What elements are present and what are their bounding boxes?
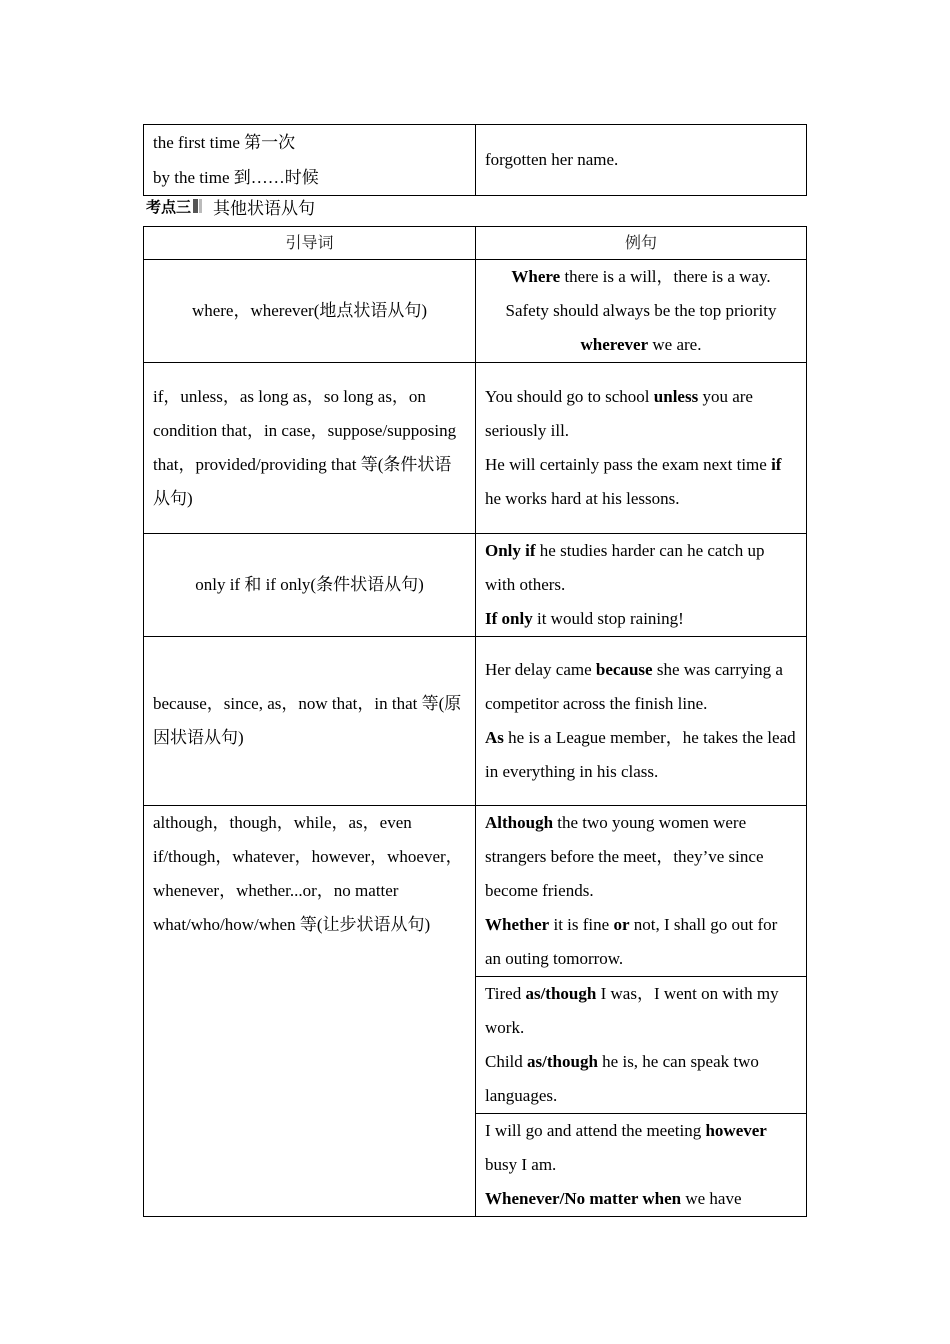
keyword: If only (485, 609, 533, 628)
table-row (144, 534, 807, 637)
example-cell (476, 260, 807, 363)
lead-cell: although，though，while，as，even if/though，whatever，however，whoever，whenever，whether...or，no matter what/who/how/when 等(让步状语从句) (144, 806, 476, 1217)
sentence-text: we are. (648, 335, 702, 354)
example-sentence (485, 602, 797, 636)
table-header-row (144, 227, 807, 260)
keyword: if (771, 455, 782, 474)
example-text: forgotten her name. (485, 150, 619, 169)
sentence-text: he studies harder can he catch up with others. (485, 541, 765, 594)
sentence-text: Safety should always be the top priority (505, 301, 777, 320)
sentence-text: you are seriously ill. (485, 387, 753, 440)
sentence-text: I was，I went on with my work. (485, 984, 779, 1037)
keyword: because (595, 660, 653, 679)
sentence-text: it is fine (549, 915, 614, 934)
keyword: Whether (485, 915, 550, 934)
sentence-text: she was carrying a competitor across the finish line. (485, 660, 783, 713)
sentence-text: we have (681, 1189, 742, 1208)
example-sentence (485, 448, 797, 516)
sentence-text: busy I am. (485, 1155, 557, 1174)
lead-cell: where，wherever(地点状语从句) (144, 260, 476, 363)
lead-line: by the time 到……时候 (153, 168, 319, 187)
keyword: unless (653, 387, 699, 406)
example-cell (476, 1114, 807, 1217)
example-cell (476, 125, 807, 196)
table-row (144, 125, 807, 196)
header-lead-words: 引导词 (144, 227, 476, 260)
example-sentence (485, 1045, 797, 1113)
sentence-text: Child (485, 1052, 528, 1071)
keyword: or (613, 915, 630, 934)
example-cell (476, 806, 807, 977)
header-examples: 例句 (476, 227, 807, 260)
lead-cell: if，unless，as long as，so long as，on condition that，in case，suppose/supposing that，provided/providing that 等(条件状语从句) (144, 363, 476, 534)
table-row (144, 260, 807, 363)
keyword: Although (485, 813, 554, 832)
sentence-text: I will go and attend the meeting (485, 1121, 706, 1140)
example-cell (476, 637, 807, 806)
sentence-text: there is a will，there is a way. (560, 267, 771, 286)
section-title: 其他状语从句 (213, 198, 316, 219)
example-sentence (485, 260, 797, 294)
table-row (144, 637, 807, 806)
adverbial-clause-table (143, 226, 807, 1217)
table-row (144, 806, 807, 977)
example-sentence (485, 977, 797, 1045)
sentence-text: he works hard at his lessons. (485, 489, 680, 508)
sentence-text: he is, he can speak two languages. (485, 1052, 759, 1105)
example-sentence (485, 908, 797, 976)
example-sentence (485, 721, 797, 789)
keyword: Whenever/No matter when (485, 1189, 682, 1208)
sentence-text: it would stop raining! (532, 609, 684, 628)
keyword: Where (511, 267, 561, 286)
lead-cell: only if 和 if only(条件状语从句) (144, 534, 476, 637)
lead-line: the first time 第一次 (153, 133, 296, 152)
sentence-text: Tired (485, 984, 526, 1003)
example-cell (476, 977, 807, 1114)
section-label: 考点三 (146, 197, 192, 216)
section-marker-icon (193, 199, 198, 213)
example-cell (476, 363, 807, 534)
example-sentence (485, 806, 797, 908)
example-sentence (485, 380, 797, 448)
sentence-text: Her delay came (485, 660, 596, 679)
lead-cell: because，since, as，now that，in that 等(原因状语从句) (144, 637, 476, 806)
keyword: however (705, 1121, 767, 1140)
keyword: Only if (485, 541, 536, 560)
sentence-text: the two young women were strangers before the meet，they’ve since become friends. (485, 813, 764, 900)
example-sentence (485, 1114, 797, 1182)
section-heading (146, 192, 315, 220)
sentence-text: not, I shall go out for an outing tomorrow. (485, 915, 778, 968)
example-sentence (485, 653, 797, 721)
continuation-table (143, 124, 807, 196)
example-sentence (485, 294, 797, 362)
sentence-text: he is a League member，he takes the lead in everything in his class. (485, 728, 796, 781)
keyword: as/though (525, 984, 597, 1003)
example-sentence (485, 1182, 797, 1216)
lead-cell (144, 125, 476, 196)
example-cell (476, 534, 807, 637)
keyword: As (485, 728, 504, 747)
table-row (144, 363, 807, 534)
keyword: as/though (527, 1052, 598, 1071)
keyword: wherever (580, 335, 649, 354)
sentence-text: He will certainly pass the exam next time (485, 455, 772, 474)
sentence-text: You should go to school (485, 387, 654, 406)
example-sentence (485, 534, 797, 602)
